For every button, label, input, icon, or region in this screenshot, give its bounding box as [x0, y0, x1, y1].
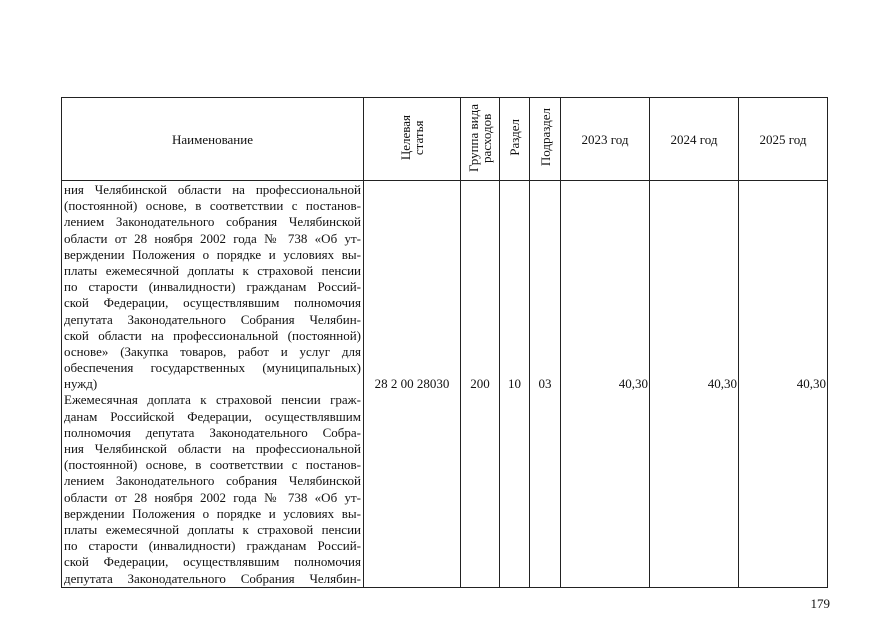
header-section: Раздел: [500, 98, 530, 181]
cell-year-2024: 40,30: [650, 181, 739, 588]
row-description: [62, 181, 364, 588]
description-line: (постоянной) основе, в соответствии с постанов-: [64, 457, 361, 473]
description-line: ской области на профессиональной (постоянной): [64, 327, 361, 343]
header-year-2024: 2024 год: [650, 98, 739, 181]
header-year-2023: 2023 год: [561, 98, 650, 181]
header-subsection: Подраздел: [530, 98, 561, 181]
budget-table: [61, 97, 828, 588]
description-line: платы ежемесячной доплаты к страховой пенсии: [64, 521, 361, 537]
description-line: платы ежемесячной доплаты к страховой пенсии: [64, 262, 361, 278]
description-line: депутата Законодательного Собрания Челябин-: [64, 570, 361, 586]
description-line: по старости (инвалидности) гражданам Россий-: [64, 279, 361, 295]
description-line: ния Челябинской области на профессиональной: [64, 441, 361, 456]
description-line: обеспечения государственных (муниципальных): [64, 360, 361, 376]
cell-year-2025: 40,30: [739, 181, 828, 588]
header-year-2025: 2025 год: [739, 98, 828, 181]
cell-section: 10: [500, 181, 530, 588]
description-line: нужд): [64, 376, 98, 392]
cell-expense-group: 200: [461, 181, 500, 588]
header-expense-group: Группа вида расходов: [461, 98, 500, 181]
table-row: [62, 181, 828, 588]
description-line: (постоянной) основе, в соответствии с постанов-: [64, 198, 361, 214]
description-line: области от 28 ноября 2002 года № 738 «Об ут-: [64, 230, 361, 246]
description-line: полномочия депутата Законодательного Собра-: [64, 424, 361, 440]
cell-target-article: 28 2 00 28030: [364, 181, 461, 588]
description-line: области от 28 ноября 2002 года № 738 «Об ут-: [64, 489, 361, 505]
page-number: 179: [810, 596, 830, 611]
description-line: ния Челябинской области на профессиональной: [64, 182, 361, 197]
description-line: ской Федерации, осуществлявшим полномочия: [64, 295, 361, 311]
description-line: основе» (Закупка товаров, работ и услуг для: [64, 343, 361, 359]
description-line: лением Законодательного собрания Челябинской: [64, 214, 361, 230]
header-target-article: Целевая статья: [364, 98, 461, 181]
description-line: данам Российской Федерации, осуществлявшим: [64, 408, 361, 424]
header-name: Наименование: [62, 98, 364, 181]
description-line: депутата Законодательного Собрания Челябин-: [64, 311, 361, 327]
cell-year-2023: 40,30: [561, 181, 650, 588]
header-row: [62, 98, 828, 181]
description-line: по старости (инвалидности) гражданам Россий-: [64, 538, 361, 554]
description-line: верждении Положения о порядке и условиях вы-: [64, 505, 361, 521]
description-line: Ежемесячная доплата к страховой пенсии граж-: [64, 392, 361, 408]
description-line: лением Законодательного собрания Челябинской: [64, 473, 361, 489]
description-text: [64, 182, 361, 587]
description-line: ской Федерации, осуществлявшим полномочия: [64, 554, 361, 570]
cell-subsection: 03: [530, 181, 561, 588]
description-line: верждении Положения о порядке и условиях вы-: [64, 246, 361, 262]
